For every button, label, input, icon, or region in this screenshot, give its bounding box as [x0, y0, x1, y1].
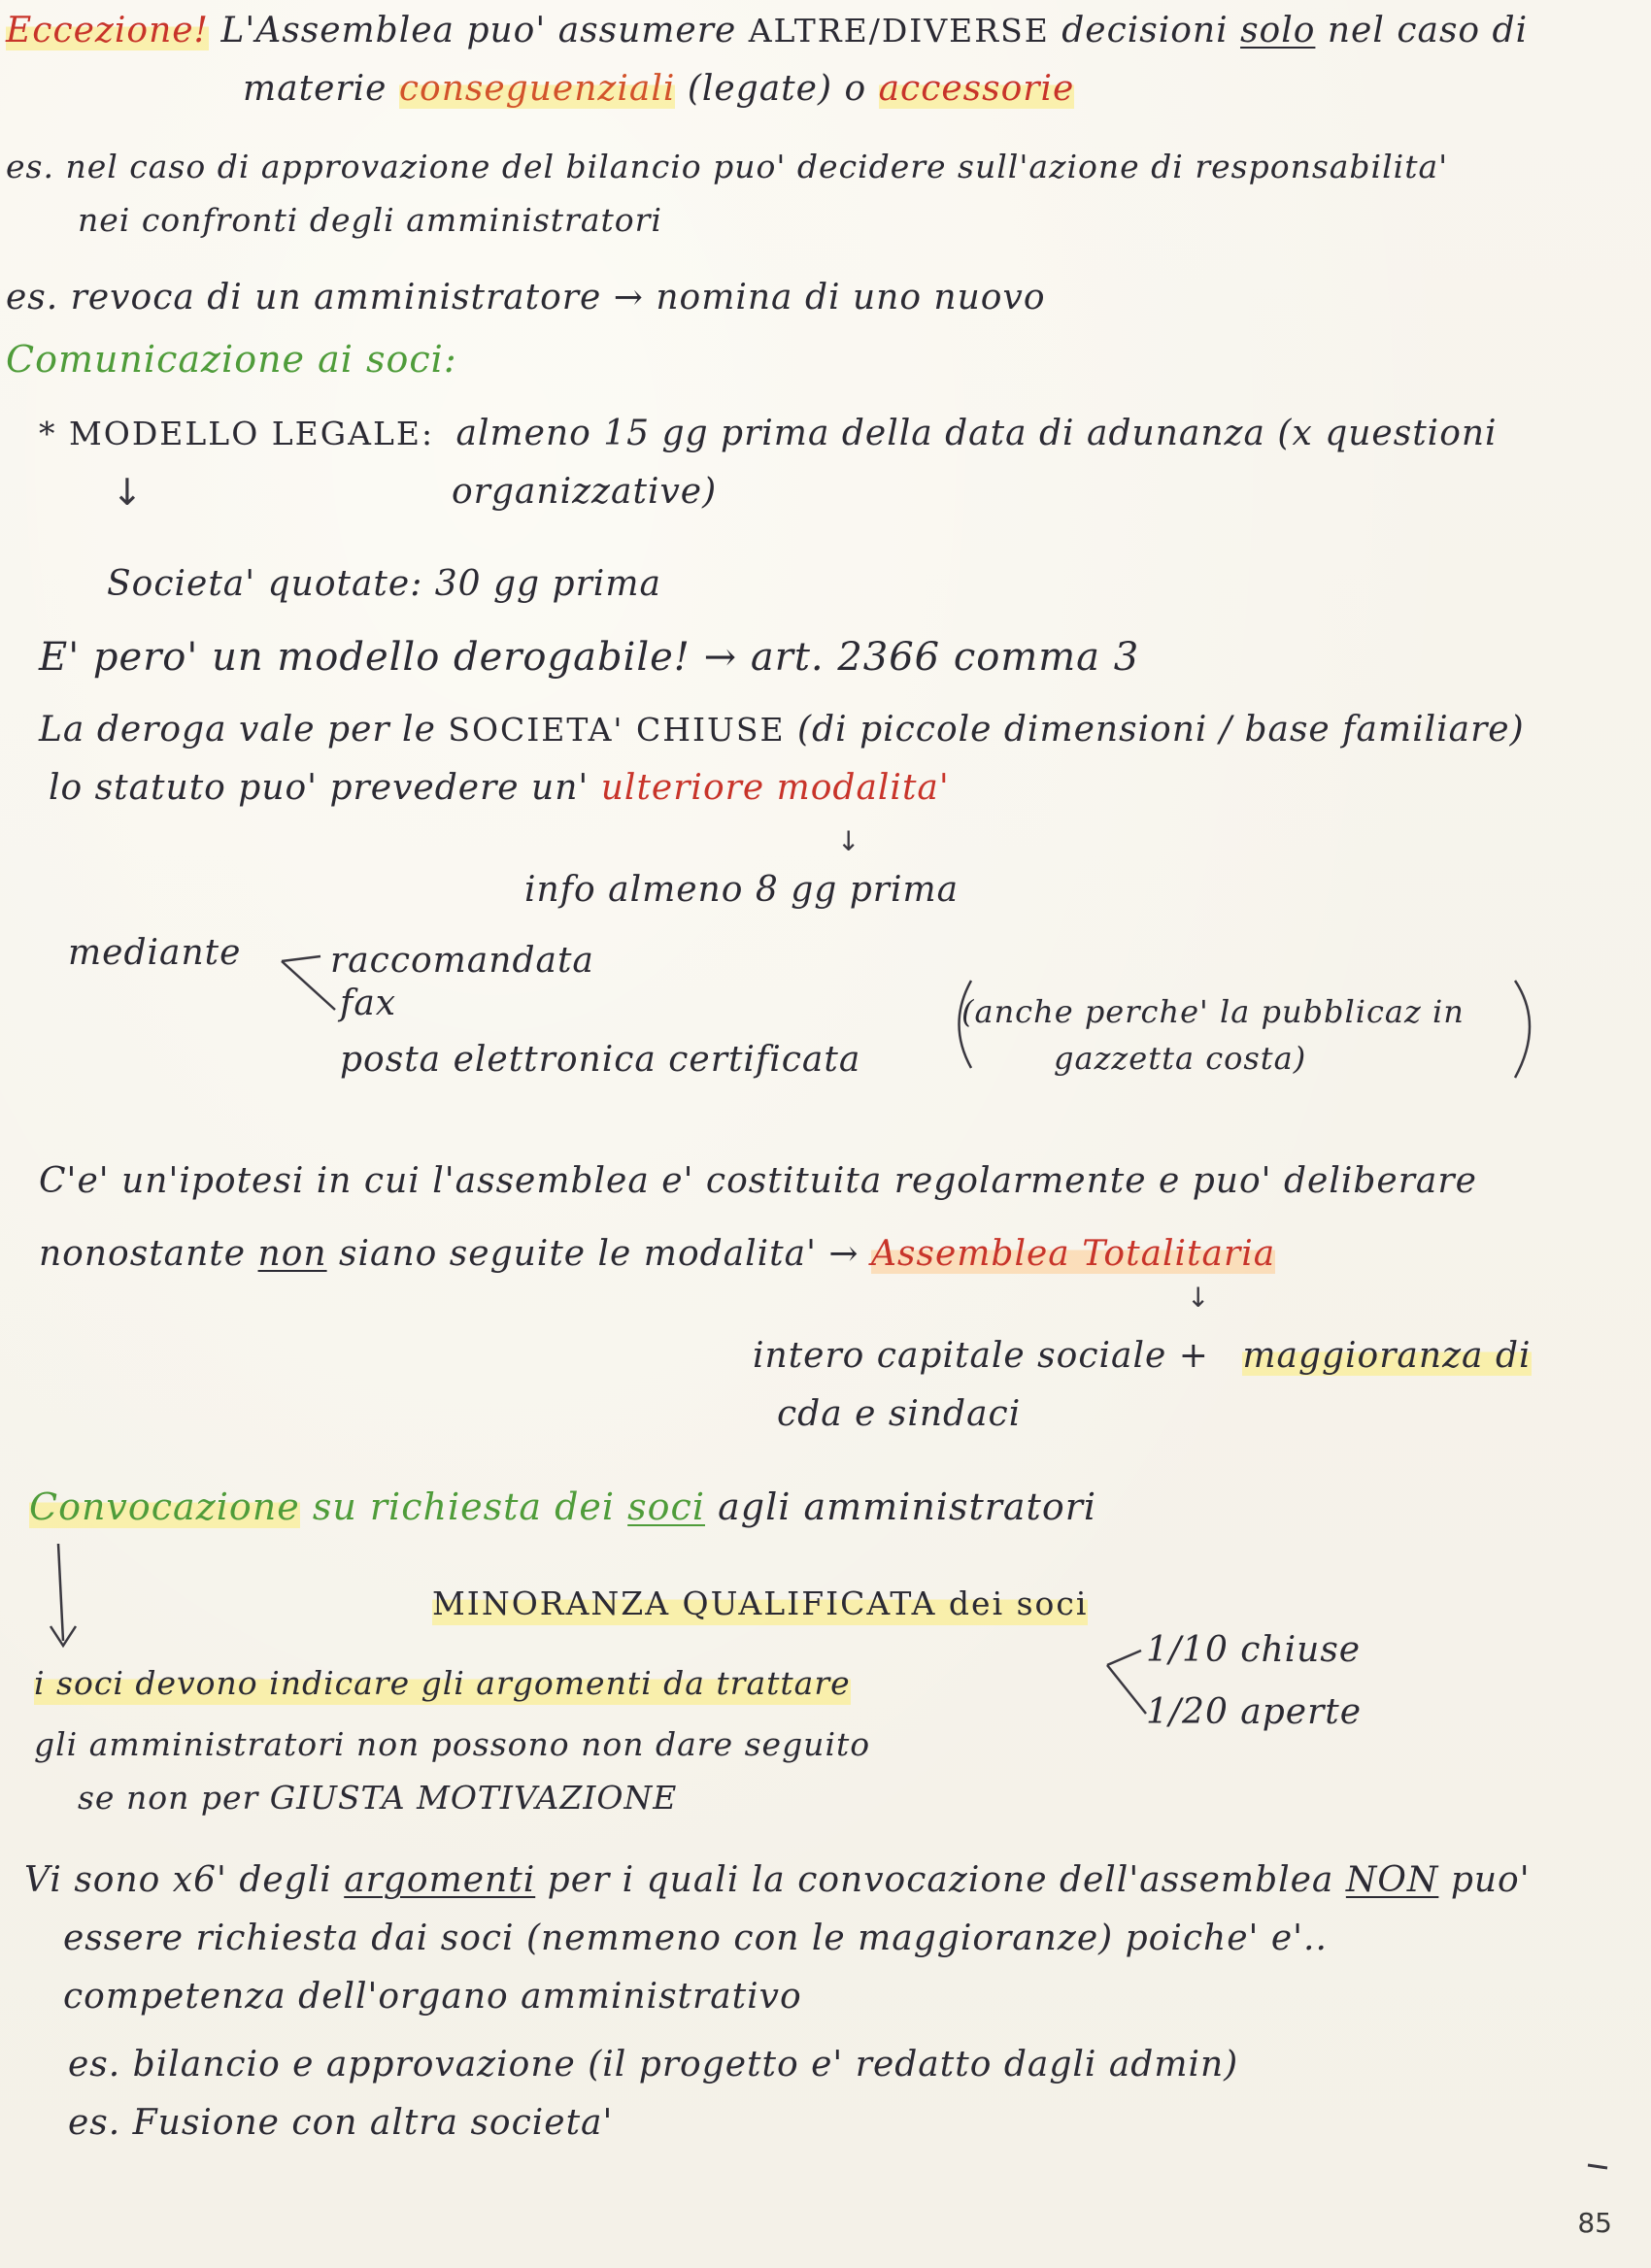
text-line: i soci devono indicare gli argomenti da trattare — [34, 1662, 851, 1705]
text-line: essere richiesta dai soci (nemmeno con le maggioranze) poiche' e'.. — [63, 1918, 1328, 1958]
text: nonostante — [39, 1234, 247, 1274]
arrow-down-icon: ↓ — [112, 471, 143, 514]
arrow-down-icon: ↓ — [1187, 1282, 1210, 1314]
text-caps: SOCIETA' CHIUSE — [448, 711, 786, 749]
text-line: Societa' quotate: 30 gg prima — [107, 564, 661, 604]
text: agli amministratori — [718, 1485, 1097, 1528]
text-line: MINORANZA QUALIFICATA dei soci — [432, 1583, 1088, 1625]
text: materie — [243, 69, 387, 109]
text: Vi sono x6' degli — [24, 1860, 332, 1900]
side-note: (anche perche' la pubblicaz in — [961, 993, 1465, 1030]
paren-right — [1515, 981, 1530, 1078]
branch-line — [1107, 1651, 1141, 1665]
text-line: raccomandata — [330, 941, 594, 981]
text-underlined: solo — [1240, 11, 1316, 50]
text-line: se non per GIUSTA MOTIVAZIONE — [78, 1779, 678, 1817]
text-underlined: NON — [1345, 1860, 1439, 1900]
text: puo' — [1450, 1860, 1531, 1900]
text: (legate) o — [687, 69, 867, 109]
exception-label: Eccezione! — [6, 11, 210, 50]
highlight-text: conseguenziali — [398, 69, 676, 109]
text: almeno 15 gg prima della data di adunanza (x questioni — [455, 414, 1498, 453]
text: E' pero' un modello derogabile! → — [39, 635, 738, 680]
highlight-text: accessorie — [878, 69, 1075, 109]
corner-mark — [1588, 2165, 1607, 2168]
paren-left — [960, 981, 972, 1068]
text-line: es. revoca di un amministratore → nomina di uno nuovo — [6, 278, 1046, 317]
text-line: es. Fusione con altra societa' — [68, 2103, 614, 2143]
branch-line — [282, 961, 335, 1010]
text-line: competenza dell'organo amministrativo — [63, 1977, 802, 2017]
highlight-text: Convocazione — [29, 1485, 300, 1528]
text-line: info almeno 8 gg prima — [524, 870, 960, 910]
text-red: modalita' — [776, 768, 950, 808]
highlight-text: Assemblea Totalitaria — [871, 1234, 1276, 1274]
text: art. 2366 comma 3 — [750, 635, 1140, 680]
text-line: organizzative) — [452, 472, 718, 512]
text-line: 1/10 chiuse — [1146, 1630, 1362, 1670]
text-line: es. nel caso di approvazione del bilancio puo' decidere sull'azione di responsabilita' — [6, 148, 1449, 185]
text-line: posta elettronica certificata — [340, 1040, 861, 1080]
text-line: 1/20 aperte — [1146, 1692, 1363, 1732]
text: per i quali la convocazione dell'assemblea — [547, 1860, 1334, 1900]
text-line: cda e sindaci — [777, 1394, 1022, 1434]
text-red: ulteriore — [600, 768, 765, 808]
text-line: C'e' un'ipotesi in cui l'assemblea e' costituita regolarmente e puo' deliberare — [39, 1161, 1477, 1201]
text-green: su richiesta dei — [312, 1485, 616, 1528]
text-underlined: argomenti — [344, 1860, 536, 1900]
text: La deroga vale per le — [39, 710, 436, 750]
text: intero capitale sociale + — [753, 1336, 1209, 1376]
text-line: gli amministratori non possono non dare seguito — [34, 1725, 871, 1763]
text: L'Assemblea puo' assumere — [220, 11, 737, 50]
text-caps: ALTRE/DIVERSE — [748, 12, 1050, 50]
highlight-text: maggioranza di — [1242, 1336, 1532, 1376]
section-heading: Comunicazione ai soci: — [6, 338, 457, 381]
page-number: 85 — [1577, 2207, 1612, 2239]
branch-line — [1107, 1665, 1146, 1714]
side-note: gazzetta costa) — [1054, 1040, 1307, 1077]
arrow-line — [58, 1544, 63, 1641]
text-underlined: non — [257, 1234, 327, 1274]
text: decisioni — [1061, 11, 1229, 50]
text: (di piccole dimensioni / base familiare) — [797, 710, 1525, 750]
branch-line — [282, 956, 320, 961]
text-caps: * MODELLO LEGALE: — [39, 415, 435, 452]
arrow-down-icon: ↓ — [837, 825, 860, 857]
text: siano seguite le modalita' → — [339, 1234, 859, 1274]
text: nel caso di — [1327, 11, 1529, 50]
text-line: nei confronti degli amministratori — [78, 201, 662, 239]
text-line: fax — [340, 984, 397, 1023]
text: lo statuto puo' prevedere un' — [49, 768, 590, 808]
text-underlined: soci — [627, 1485, 705, 1528]
text-line: es. bilancio e approvazione (il progetto e' redatto dagli admin) — [68, 2045, 1239, 2085]
text-line: mediante — [68, 933, 242, 973]
